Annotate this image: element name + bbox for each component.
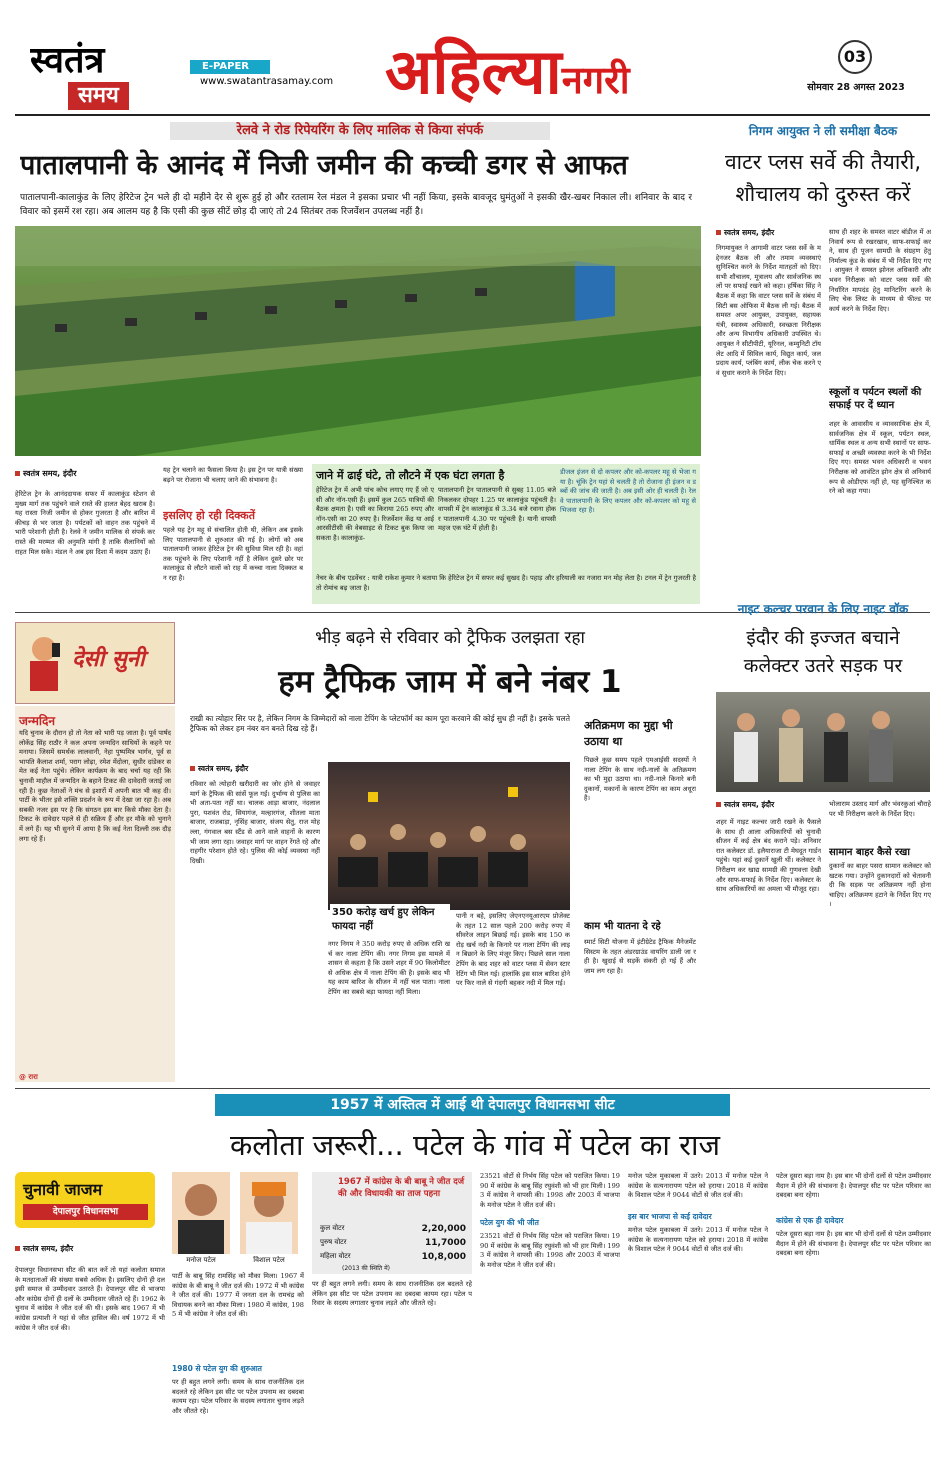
voter-row-1: कुल वोटर 2,20,000 bbox=[320, 1224, 466, 1234]
voter-row-2: पुरुष वोटर 11,7000 bbox=[320, 1238, 466, 1248]
desi-suni-title: देसी सुनी bbox=[72, 647, 145, 672]
story3-byline: स्वतंत्र समय, इंदौर bbox=[190, 764, 320, 776]
section-title: चुनावी जाजम bbox=[23, 1180, 103, 1199]
story1-headline: पातालपानी के आनंद में निजी जमीन की कच्ची डगर से आफत bbox=[20, 150, 628, 181]
desi-suni-lead: जन्मदिन bbox=[19, 714, 56, 728]
story3-side-sub: काम भी यातना दे रहे bbox=[584, 921, 661, 932]
voter-row-3: महिला वोटर 10,8,000 bbox=[320, 1252, 466, 1262]
story3-deck: राखी का त्योहार सिर पर है, लेकिन निगम के जिम्मेदारों को नाला टेपिंग के प्लेटफॉर्म का काम पूरा करवाने की कोई सुध ही नहीं है। इसके चलते ट्रैफिक को लेकर हम नंबर वन बनते दिख रहे हैं। bbox=[190, 714, 570, 733]
story3-kicker: भीड़ बढ़ने से रविवार को ट्रैफिक उलझता रहा bbox=[315, 628, 585, 648]
box1-col-a: हेरिटेज ट्रेन में अभी पांच कोच लगाए गए हैं जो एसी और नॉन-एसी हैं। इसमें कुल 265 यात्रियों की बैठक क्षमता है। एसी का किराया 265 रुपए और नॉन-एसी का 20 रुपए है। रिजर्वेशन केंद्र या आईआरसीटीसी की वेबसाइट से टिकट बुक किया जा सकता है। कालाकुंड- bbox=[316, 486, 434, 542]
story4-byline: स्वतंत्र समय, इंदौर bbox=[716, 800, 821, 812]
story4-headline: इंदौर की इज्जत बचाने कलेक्टर उतरे सड़क पर bbox=[743, 627, 903, 677]
brand-bottom: समय bbox=[68, 82, 129, 110]
desi-suni-column bbox=[15, 706, 175, 1082]
story3-side-title: अतिक्रमण का मुद्दा भी उठाया था bbox=[584, 719, 673, 748]
story1-col2a: यह ट्रेन चलाने का फैसला किया है। इस ट्रेन पर यात्री संख्या बढ़ने पर रोजाना भी चलाए जाने की संभावना है। bbox=[163, 466, 303, 484]
voter-table-title: 1967 में कांग्रेस के बी बाबू ने जीत दर्ज की और विधायकी का ताज पहना bbox=[338, 1177, 465, 1199]
story3-caption: 350 करोड़ खर्च हुए लेकिन फायदा नहीं bbox=[330, 904, 450, 936]
story3-col3: नगर निगम ने 350 करोड़ रुपए से अधिक राशि खर्च कर नाला टेपिंग की। नगर निगम इस मामले में शासन से कहता है कि उसने शहर में 90 किलोमीटर से अधिक क्षेत्र में नाला टेपिंग की है। इसके बाद भी यह काम बारिश के सीजन में नहीं चल पाता। नाला टेपिंग का सबसे बड़ा फायदा नहीं मिला। bbox=[328, 940, 450, 996]
story2-byline: स्वतंत्र समय, इंदौर bbox=[716, 228, 821, 240]
story5-col6: पटेल दूसरा बड़ा नाम है। इस बार भी दोनों दलों से पटेल उम्मीदवार मैदान में होने की संभावना है। देपालपुर सीट पर पटेल परिवार का दबदबा बना रहेगा। bbox=[776, 1172, 931, 1200]
story4-col2b: दुकानों का बाहर पसरा सामान कलेक्टर को खटक गया। उन्होंने दुकानदारों को चेतावनी दी कि सड़क पर अतिक्रमण नहीं होना चाहिए। अतिक्रमण हटाने के निर्देश दिए गए। bbox=[829, 862, 931, 909]
page-number: 03 bbox=[838, 40, 872, 74]
masthead-rule bbox=[15, 114, 930, 116]
city-nameplate bbox=[385, 28, 765, 118]
story5-col1: देपालपुर विधानसभा सीट की बात करें तो यहां कलोता समाज के मतदाताओं की संख्या सबसे अधिक है। इसलिए दोनों ही दल इसी समाज से उम्मीदवार उतारते हैं। देपालपुर सीट से भाजपा और कांग्रेस दोनों ही दलों के उम्मीदवार जीतते रहे हैं। 1962 के चुनाव में कांग्रेस ने जीत दर्ज की थी। इसके बाद 1967 में भी कांग्रेस प्रत्याशी ने यहां से जीत हासिल की। वर्ष 1972 में भी कांग्रेस ने जीत दर्ज की। bbox=[15, 1266, 165, 1332]
story2-col1: निगमायुक्त ने आगामी वाटर प्लस सर्वे के मद्देनजर बैठक ली और तमाम व्यवस्थाएं सुनिश्चित करने के निर्देश मातहतों को दिए। सभी शौचालय, मूत्रालय और सार्वजनिक स्थलों पर सफाई रखने को कहा। हर्षिका सिंह ने बैठक में कहा कि वाटर प्लस सर्वे के संबंध में सिटी बस ऑफिस में बैठक ली गई। बैठक में समस्त अपर आयुक्त, उपायुक्त, सहायक यंत्री, स्वास्थ्य अधिकारी, स्वच्छता निरीक्षक और अन्य विभागीय अधिकारी उपस्थित थे। आयुक्त ने सीटीपीटी, यूरिनल, कम्युनिटी टॉयलेट आदि में सिविल कार्य, विद्युत कार्य, जल प्रदाय कार्य, प्लंबिंग कार्य, लीक चेक करने एवं सुधार कराने के निर्देश दिए। bbox=[716, 244, 821, 377]
story2-headline: वाटर प्लस सर्वे की तैयारी, शौचालय को दुरुस्त करें bbox=[725, 150, 921, 206]
story5-col4: 23521 वोटों से निर्भय सिंह पटेल को पराजित किया। 1990 में कांग्रेस के बाबू सिंह रघुवंशी को भी हार मिली। 1993 में कांग्रेस ने वापसी की। 1998 और 2003 में भाजपा के मनोज पटेल ने जीत दर्ज की। bbox=[480, 1172, 620, 1209]
story2-kicker: निगम आयुक्त ने ली समीक्षा बैठक bbox=[748, 124, 898, 138]
story5-col5: मनोज पटेल मुकाबला में उतरे। 2013 में मनोज पटेल ने कांग्रेस के सत्यनारायण पटेल को हराया। 2018 में कांग्रेस के विशाल पटेल ने 9044 वोटों से जीत दर्ज की। bbox=[628, 1172, 768, 1200]
story4-col2: भोलाराम उस्ताद मार्ग और भंवरकुआं चौराहे पर भी निरीक्षण करने के निर्देश दिए। bbox=[829, 800, 931, 818]
epaper-tag: E-PAPER bbox=[190, 60, 270, 74]
website-link[interactable]: www.swatantrasamay.com bbox=[200, 76, 334, 87]
story1-byline: स्वतंत्र समय, इंदौर bbox=[15, 468, 155, 480]
story3-headline: हम ट्रैफिक जाम में बने नंबर 1 bbox=[278, 664, 622, 700]
story3-col2: पानी न बहे, इसलिए जेएनएनयूआरएम प्रोजेक्ट के तहत 12 साल पहले 200 करोड़ रुपए में सीवरेज लाइन बिछाई गई। इसके बाद 150 करोड़ खर्च नदी के किनारे पर नाला टेपिंग की लाइन बिछाने के लिए मंजूर किए। पिछले साल नाला टेपिंग के बाद शहर को वाटर प्लस में सेवन स्टार रेटिंग भी मिल गई। हालांकि इस साल बारिश होने पर फिर नाले से गंदगी बहकर नदी में मिल गई। bbox=[456, 912, 570, 988]
man-with-phone-icon bbox=[22, 633, 66, 693]
story1-col2-sub: इसलिए हो रही दिक्कतें bbox=[163, 509, 255, 522]
box1-col-b: पातालपानी ट्रेन पातालपानी से सुबह 11.05 बजे निकलकर दोपहर 1.25 पर कालाकुंड पहुंचती है। वापसी में ट्रेन कालाकुंड से 3.34 बजे रवाना होकर पातालपानी 4.30 पर पहुंचती है। यानी वापसी महज एक घंटे में होती है। bbox=[438, 486, 556, 533]
story5-col2b: पर ही बहुत लगने लगी। समय के साथ राजनीतिक दल बदलते रहे लेकिन इस सीट पर पटेल उपनाम का दबदबा कायम रहा। पटेल परिवार के सदस्य लगातार चुनाव लड़ते और जीतते रहे। bbox=[172, 1378, 304, 1415]
chunavi-jajam-logo bbox=[15, 1172, 155, 1228]
traffic-illustration bbox=[328, 762, 570, 910]
traffic-photo bbox=[328, 762, 570, 910]
desi-suni-logo bbox=[15, 622, 175, 704]
voter-table bbox=[312, 1172, 472, 1274]
story2-col2: साथ ही शहर के समस्त वाटर बॉडीज में अनिवार्य रूप से रखरखाव, साफ-सफाई करने, साथ ही पूजन सामग्री के संग्रहण हेतु निर्माल्य कुंड के संबंध में भी निर्देश दिए गए। आयुक्त ने समस्त झोनल अधिकारी और भवन निरीक्षक को वाटर प्लस सर्वे की निर्धारित मापदंड हेतु मानिटरिंग करने के लिए चेक लिस्ट के माध्यम से फील्ड पर कार्य करने के निर्देश दिए। bbox=[829, 228, 931, 313]
desi-suni-signoff: @ रारा bbox=[19, 1073, 38, 1081]
man-portrait-icon bbox=[172, 1172, 230, 1254]
story5-col6b: पटेल दूसरा बड़ा नाम है। इस बार भी दोनों दलों से पटेल उम्मीदवार मैदान में होने की संभावना है। देपालपुर सीट पर पटेल परिवार का दबदबा बना रहेगा। bbox=[776, 1230, 931, 1258]
story4-kicker: नाइट कल्चर परवान के लिए नाइट वॉक bbox=[737, 602, 909, 616]
voter-table-note: (2013 की स्थिति में) bbox=[342, 1265, 390, 1272]
story5-col2-sub: 1980 से पटेल युग की शुरुआत bbox=[172, 1364, 262, 1373]
issue-date: सोमवार 28 अगस्त 2023 bbox=[807, 82, 905, 93]
section-subtitle: देपालपुर विधानसभा bbox=[23, 1204, 148, 1220]
story5-byline: स्वतंत्र समय, इंदौर bbox=[15, 1244, 165, 1256]
story5-headline: कलोता जरूरी... पटेल के गांव में पटेल का राज bbox=[229, 1128, 721, 1162]
desi-suni-text: यदि चुनाव के दौरान हो तो नेता को भारी पड़ जाता है। पूर्व पार्षद लोकेंद्र सिंह राठौर ने कल अपना जन्मदिन साथियों के कहने पर मनाया। जिसमें समर्थक लालवानी, नेहा पुष्पमित्र भार्गव, पूर्व सभापति कैलाश शर्मा, पराग लोढ़ा, रमेश मेंदोला, सुधीर दांडेकर समेत कई नेता पहुंचे। लेकिन कार्यक्रम के बाद चर्चा यह रही कि चुनावी माहौल में जन्मदिन के बहाने टिकट की दावेदारी जताई जा रही है। कुछ नेताओं ने मंच से इशारों में अपनी बात भी कह दी। पार्टी के भीतर इसे शक्ति प्रदर्शन के रूप में देखा जा रहा है। अब सबकी नजर इस पर है कि संगठन इस बार किसे मौका देता है। टिकट के दावेदार पहले से ही सक्रिय हैं और हर मौके को भुनाने में लगे हैं। यह भी सुनने में आया है कि कई नेता दिल्ली तक दौड़ लगा रहे हैं। bbox=[19, 729, 171, 843]
story5-col6-sub: कांग्रेस से एक ही दावेदार bbox=[776, 1216, 844, 1225]
story4-sub: सामान बाहर कैसे रखा bbox=[829, 847, 910, 858]
story5-col3: पर ही बहुत लगने लगी। समय के साथ राजनीतिक दल बदलते रहे लेकिन इस सीट पर पटेल उपनाम का दबदबा कायम रहा। पटेल परिवार के सदस्य लगातार चुनाव लड़ते और जीतते रहे। bbox=[312, 1280, 472, 1308]
box1-title: जाने में ढाई घंटे, तो लौटने में एक घंटा लगता है bbox=[316, 469, 505, 482]
candidate-1-name: मनोज पटेल bbox=[186, 1256, 216, 1264]
story1-box bbox=[312, 464, 700, 604]
story1-col2b: पहले यह ट्रेन महू से संचालित होती थी, लेकिन अब इसके लिए पातालपानी से शुरुआत की गई है। लोगों को अब पातालपानी जाकर हेरिटेज ट्रेन की सुविधा मिल रही है। वहां तक पहुंचने के लिए परेशानी नहीं है लेकिन दूसरे छोर पर कालाकुंड से लौटने वालों को राह में कच्चा नाला दिक्कत बन रहा है। bbox=[163, 526, 303, 582]
train-engine bbox=[575, 261, 615, 321]
story3-side2: स्मार्ट सिटी योजना में इंटीग्रेटेड ट्रैफिक मैनेजमेंट सिस्टम के तहत अंडरग्राउंड वायरिंग डाली जा रही है। खुदाई से सड़कें संकरी हो गई हैं और जाम लग रहा है। bbox=[584, 938, 696, 975]
vidhansabha-banner: 1957 में अस्तित्व में आई थी देपालपुर विधानसभा सीट bbox=[215, 1094, 730, 1116]
city-part2: नगरी bbox=[561, 58, 630, 102]
story1-intro: पातालपानी-कालाकुंड के लिए हेरिटेज ट्रेन भले ही दो महीने देर से शुरू हुई हो और रतलाम रेल मंडल ने इसका प्रचार भी नहीं किया, इसके बावजूद घुमंतुओं ने इसकी खैर-खबर निकाल ली। शनिवार के बाद रविवार को इसमें रश रहा। अब आलम यह है कि एसी की कुछ सीटें छोड़ दी जाएं तो 24 सितंबर तक रिजर्वेशन उपलब्ध नहीं है। bbox=[20, 193, 692, 217]
train-photo bbox=[15, 226, 701, 456]
candidate-photo-2 bbox=[240, 1172, 298, 1254]
man-with-turban-icon bbox=[240, 1172, 298, 1254]
story5-col4-sub: पटेल युग की भी जीत bbox=[480, 1218, 539, 1227]
story2-sub: स्कूलों व पर्यटन स्थलों की सफाई पर दें ध्यान bbox=[829, 387, 922, 411]
story3-side: पिछले कुछ समय पहले एमआईसी सदस्यों ने नाला टेपिंग के साथ नदी-नालों के अतिक्रमण का भी मुद्दा उठाया था। नदी-नाले किनारे बनी दुकानों, मकानों के कारण टेपिंग का काम अधूरा है। bbox=[584, 756, 696, 803]
story1-col1: हेरिटेज ट्रेन के आनंददायक सफर में कालाकुंड स्टेशन से मुख्य मार्ग तक पहुंचने वाले रास्ते की हालत बेहद खराब है। यह रास्ता निजी जमीन से होकर गुजरता है और बारिश में कीचड़ से भर जाता है। पर्यटकों को वाहन तक पहुंचने में भारी परेशानी होती है। रेलवे ने जमीन मालिक से संपर्क कर रास्ते की मरम्मत की अनुमति मांगी है ताकि सैलानियों को राहत मिल सके। मंडल ने अब इस दिशा में कदम उठाए हैं। bbox=[15, 490, 155, 556]
train-illustration bbox=[15, 226, 701, 456]
city-part1: अहिल्या bbox=[385, 35, 562, 108]
candidate-photo-1 bbox=[172, 1172, 230, 1254]
brand-logo bbox=[30, 40, 155, 116]
box1-footer: नेचर के बीच एडवेंचर : यात्री राकेश कुमार ने बताया कि हेरिटेज ट्रेन में सफर कई सुखद है। पहाड़ और हरियाली का नजारा मन मोह लेता है। टनल में ट्रेन गुजरती है तो रोमांच बढ़ जाता है। bbox=[316, 574, 696, 592]
brand-top: स्वतंत्र bbox=[30, 40, 105, 81]
story5-col2: पार्टी के बाबू सिंह रामसिंह को मौका मिला। 1967 में कांग्रेस के बी बाबू ने जीत दर्ज की। 1972 में भी कांग्रेस ने जीत दर्ज की। 1977 में जनता दल के रामचंद्र को विधायक बनने का मौका मिला। 1980 में कांग्रेस, 1985 में भी कांग्रेस ने जीत दर्ज की। bbox=[172, 1272, 304, 1319]
collector-photo bbox=[716, 692, 930, 792]
story2-col2b: शहर के आवासीय व व्यावसायिक क्षेत्र में, सार्वजनिक क्षेत्र में स्कूल, पर्यटन स्थल, धार्मिक स्थल व अन्य सभी स्थानों पर साफ-सफाई व अच्छी व्यवस्था करने के भी निर्देश दिए गए। समस्त भवन अधिकारी व भवन निरीक्षक को आवंटित झोन क्षेत्र से अनिवार्य रूप से ओडीएफ नहीं हो, यह सुनिश्चित करने को कहा गया। bbox=[829, 420, 931, 496]
box1-col-c: डीजल इंजन से दो कपलर और को-कपलर महू से भेजा गया है। चूंकि ट्रेन यहां से चलती है तो रोजाना ही इंजन व डब्बों की जांच की जाती है। अब इसी ओर ही चलती है। रेलवे पातालपानी के लिए कपलर और को-कपलर को महू से भिजवा रहा है। bbox=[560, 468, 696, 515]
section-rule-2 bbox=[15, 1088, 930, 1089]
story3-col1: रविवार को त्योहारी खरीदारी का जोर होने से जवाहर मार्ग के ट्रैफिक की सांसें फूल गईं। दुर्भाग्य से पुलिस का भी अता-पता नहीं था। चालक आड़ा बाजार, नंदलालपुरा, यशवंत रोड, सियागंज, मल्हारगंज, शीतला माता बाजार, राजबाड़ा, नृसिंह बाजार, संजय सेतु, राज मोहल्ला, गंगवाल बस स्टैंड से आने वाले वाहनों के कारण भी जाम लगा रहा। जवाहर मार्ग पर वाहन रेंगते रहे और राहगीर परेशान होते रहे। पुलिस की कोई व्यवस्था नहीं दिखी। bbox=[190, 780, 320, 865]
story5-col5-sub: इस बार भाजपा से कई दावेदार bbox=[628, 1212, 712, 1221]
story5-col4b: 23521 वोटों से निर्भय सिंह पटेल को पराजित किया। 1990 में कांग्रेस के बाबू सिंह रघुवंशी को भी हार मिली। 1993 में कांग्रेस ने वापसी की। 1998 और 2003 में भाजपा के मनोज पटेल ने जीत दर्ज की। bbox=[480, 1232, 620, 1269]
story5-col5b: मनोज पटेल मुकाबला में उतरे। 2013 में मनोज पटेल ने कांग्रेस के सत्यनारायण पटेल को हराया। 2018 में कांग्रेस के विशाल पटेल ने 9044 वोटों से जीत दर्ज की। bbox=[628, 1226, 768, 1254]
story4-col1: शहर में नाइट कल्चर जारी रखने के फैसले के साथ ही आला अधिकारियों को चुनावी सीजन में कई क्षेत्र बंद कराने पड़े। शनिवार रात कलेक्टर डॉ. इलैयाराजा टी मेघदूत गार्डन पहुंचे। यहां कई दुकानें खुली थीं। कलेक्टर ने निरीक्षण कर खाद्य सामग्री की गुणवत्ता देखी और साफ-सफाई के निर्देश दिए। कलेक्टर के साथ अधिकारियों का अमला भी मौजूद रहा। bbox=[716, 818, 821, 894]
candidate-2-name: विशाल पटेल bbox=[253, 1256, 285, 1264]
story1-kicker: रेलवे ने रोड रिपेयरिंग के लिए मालिक से किया संपर्क bbox=[170, 122, 550, 140]
officials-illustration bbox=[716, 692, 930, 792]
